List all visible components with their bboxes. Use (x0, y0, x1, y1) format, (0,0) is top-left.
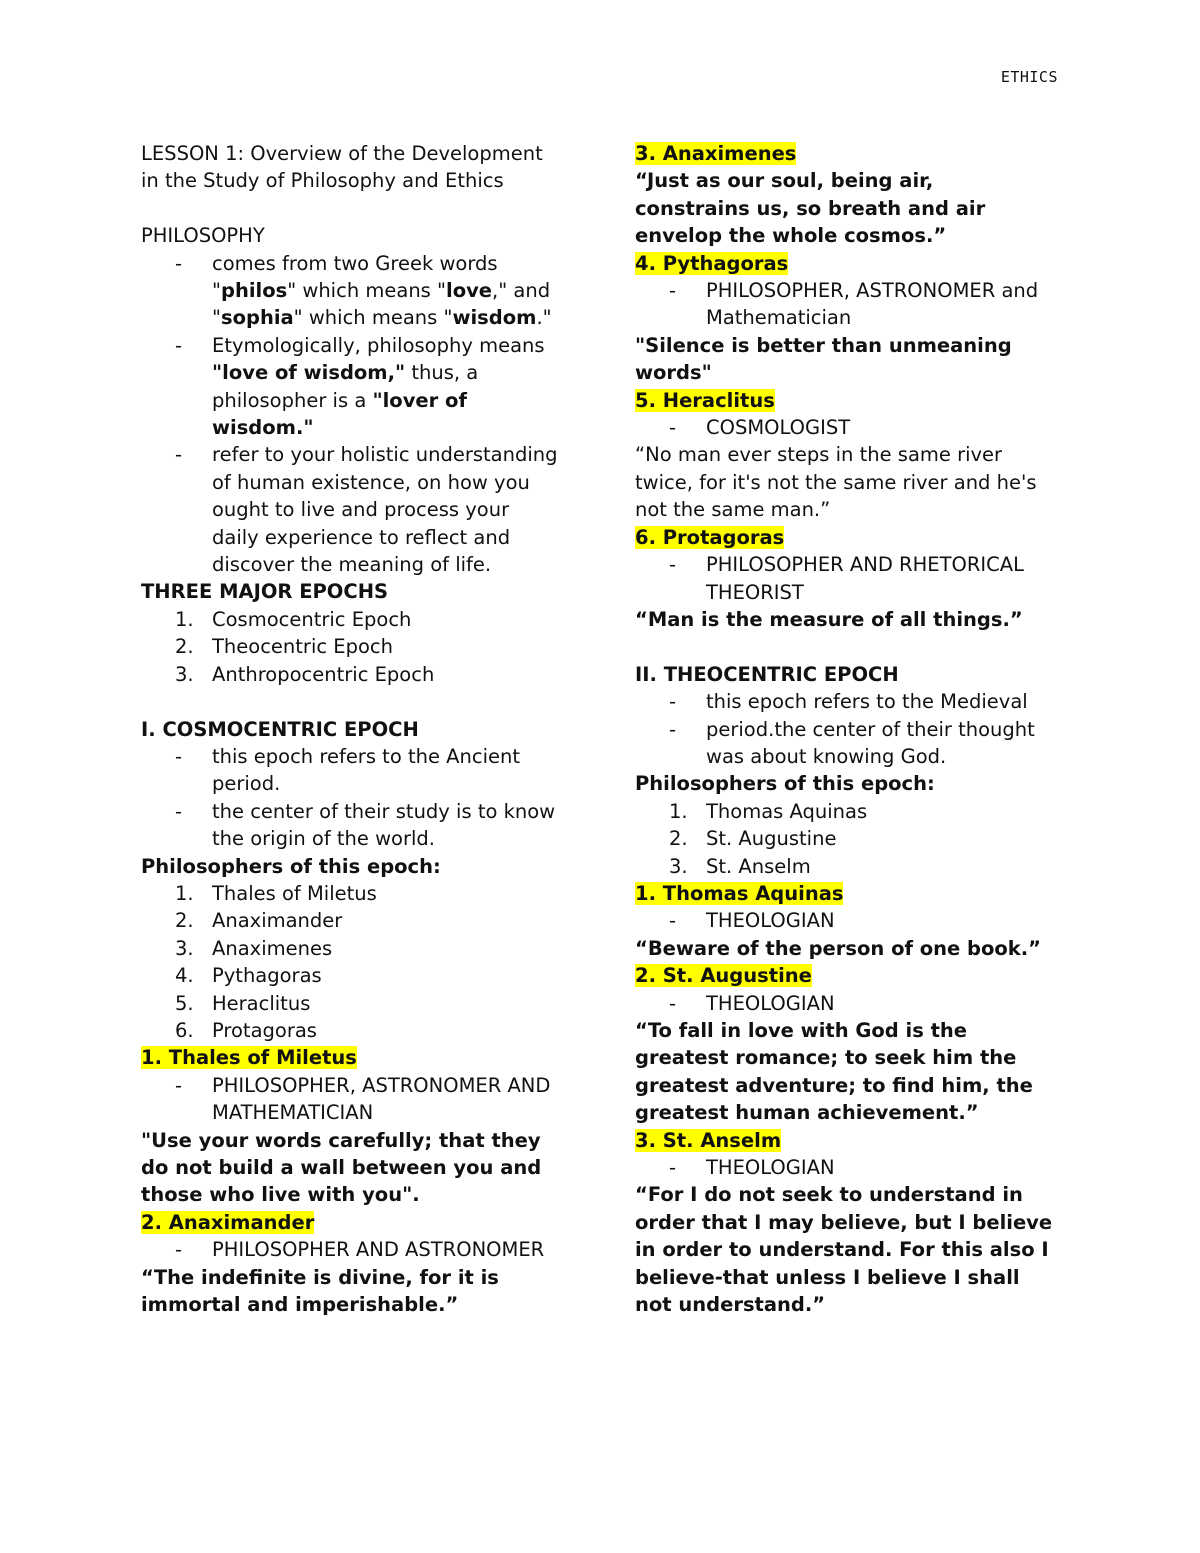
text-run: this epoch refers to the Medieval (706, 690, 1028, 714)
dash-item-line (706, 277, 1075, 304)
dash-item-line (706, 1154, 1075, 1181)
dash-item-text (212, 332, 581, 442)
dash-bullet: - (669, 1156, 677, 1180)
text-line: greatest romance; to seek him the (635, 1046, 1017, 1070)
text-run: ." (536, 306, 552, 330)
dash-item-line (212, 277, 581, 304)
dash-item-text (706, 277, 1075, 332)
dash-list-item (141, 332, 581, 442)
text-line: twice, for it's not the same river and he's (635, 470, 1037, 494)
dash-item-text (212, 1072, 581, 1127)
blank-line (141, 688, 581, 715)
numbered-item-line: Protagoras (212, 1018, 317, 1042)
dash-item-line (212, 1072, 581, 1099)
text-run: the origin of the world. (212, 827, 436, 851)
text-run: sophia (220, 306, 294, 330)
dash-item-line (212, 387, 581, 414)
dash-item-line (706, 716, 1075, 743)
text-run: PHILOSOPHER AND RHETORICAL (706, 553, 1024, 577)
right-column (635, 140, 1075, 1318)
dash-item-text (706, 716, 1075, 771)
highlighted-heading (635, 250, 1075, 277)
numbered-item-line: Thomas Aquinas (706, 799, 868, 823)
dash-bullet: - (175, 333, 183, 357)
text-line: “To fall in love with God is the (635, 1018, 968, 1042)
dash-bullet: - (175, 799, 183, 823)
dash-bullet: - (669, 690, 677, 714)
dash-bullet: - (669, 279, 677, 303)
list-number: 5. (175, 991, 194, 1015)
text-line: order that I may believe, but I believe (635, 1210, 1053, 1234)
dash-list-item (635, 716, 1075, 771)
dash-list-item (635, 990, 1075, 1017)
highlighted-heading (635, 387, 1075, 414)
numbered-list-item (141, 633, 581, 660)
text-line: I. COSMOCENTRIC EPOCH (141, 717, 419, 741)
text-line: in the Study of Philosophy and Ethics (141, 169, 504, 193)
text-line: those who live with you". (141, 1183, 420, 1207)
dash-list-item (635, 551, 1075, 606)
dash-list-item (141, 250, 581, 332)
text-run: Etymologically, philosophy means (212, 333, 545, 357)
text-run: " which means " (287, 279, 447, 303)
dash-item-line (706, 414, 1075, 441)
numbered-item-text (212, 935, 581, 962)
numbered-list-item (141, 990, 581, 1017)
dash-list-item (141, 441, 581, 578)
dash-item-text (706, 907, 1075, 934)
text-line: “The indefinite is divine, for it is (141, 1265, 499, 1289)
text-line: envelop the whole cosmos.” (635, 224, 947, 248)
text-run: philos (220, 279, 288, 303)
dash-item-line (212, 359, 581, 386)
numbered-item-line: St. Anselm (706, 854, 811, 878)
left-column (141, 140, 581, 1318)
numbered-list-item (141, 880, 581, 907)
text-run: thus, a (405, 361, 479, 385)
numbered-item-text (212, 1017, 581, 1044)
dash-item-text (706, 1154, 1075, 1181)
dash-item-text (212, 743, 581, 798)
highlight-text: 5. Heraclitus (635, 388, 775, 412)
text-run: PHILOSOPHER, ASTRONOMER and (706, 279, 1039, 303)
numbered-item-line: Heraclitus (212, 991, 311, 1015)
highlight-text: 2. Anaximander (141, 1210, 315, 1234)
highlighted-heading (635, 140, 1075, 167)
highlighted-heading (635, 524, 1075, 551)
text-line: THREE MAJOR EPOCHS (141, 580, 389, 604)
text-run: wisdom (452, 306, 537, 330)
dash-list-item (635, 688, 1075, 715)
dash-item-line (212, 250, 581, 277)
dash-item-line (212, 770, 581, 797)
text-line: II. THEOCENTRIC EPOCH (635, 662, 899, 686)
highlighted-heading (635, 962, 1075, 989)
text-line: constrains us, so breath and air (635, 196, 986, 220)
text-line: “For I do not seek to understand in (635, 1183, 1023, 1207)
list-number: 3. (175, 936, 194, 960)
list-number: 1. (175, 607, 194, 631)
text-run: of human existence, on how you (212, 470, 530, 494)
text-line: “No man ever steps in the same river (635, 443, 1003, 467)
dash-list-item (635, 907, 1075, 934)
text-run: was about knowing God. (706, 744, 947, 768)
text-run: " (212, 306, 221, 330)
numbered-list-item (141, 907, 581, 934)
text-run: MATHEMATICIAN (212, 1101, 374, 1125)
numbered-item-line: Pythagoras (212, 964, 322, 988)
list-number: 1. (175, 881, 194, 905)
dash-item-text (706, 414, 1075, 441)
numbered-item-text (706, 798, 1075, 825)
dash-item-line (212, 304, 581, 331)
dash-item-line (212, 441, 581, 468)
numbered-item-text (212, 633, 581, 660)
text-line: “Man is the measure of all things.” (635, 607, 1023, 631)
dash-item-text (706, 990, 1075, 1017)
highlight-text: 2. St. Augustine (635, 964, 812, 988)
numbered-list-item (635, 798, 1075, 825)
dash-item-line (706, 990, 1075, 1017)
list-number: 4. (175, 964, 194, 988)
dash-list-item (141, 1236, 581, 1263)
highlighted-heading (141, 1044, 581, 1071)
dash-bullet: - (669, 717, 677, 741)
text-run: THEOLOGIAN (706, 1156, 835, 1180)
highlighted-heading (141, 1209, 581, 1236)
text-line: greatest adventure; to find him, the (635, 1073, 1033, 1097)
dash-bullet: - (669, 991, 677, 1015)
dash-item-line (706, 304, 1075, 331)
text-run: discover the meaning of life. (212, 553, 492, 577)
numbered-item-text (212, 661, 581, 688)
text-run: PHILOSOPHER AND ASTRONOMER (212, 1238, 545, 1262)
dash-item-text (706, 551, 1075, 606)
dash-bullet: - (175, 443, 183, 467)
highlight-text: 1. Thomas Aquinas (635, 881, 844, 905)
dash-item-line (212, 1236, 581, 1263)
text-run: " (212, 279, 221, 303)
numbered-list-item (141, 661, 581, 688)
dash-item-line (212, 551, 581, 578)
text-line: "Use your words carefully; that they (141, 1128, 541, 1152)
numbered-item-text (212, 990, 581, 1017)
text-line: not understand.” (635, 1293, 826, 1317)
dash-item-line (706, 743, 1075, 770)
text-line: words" (635, 361, 712, 385)
highlighted-heading (635, 880, 1075, 907)
dash-item-line (212, 469, 581, 496)
text-line: “Just as our soul, being air, (635, 169, 934, 193)
dash-item-line (706, 688, 1075, 715)
text-line: LESSON 1: Overview of the Development (141, 142, 543, 165)
text-line: “Beware of the person of one book.” (635, 936, 1041, 960)
text-run: period. (212, 772, 281, 796)
dash-item-line (212, 332, 581, 359)
dash-list-item (635, 414, 1075, 441)
text-run: wisdom." (212, 416, 314, 440)
text-run: this epoch refers to the Ancient (212, 744, 521, 768)
text-line: in order to understand. For this also I (635, 1238, 1049, 1262)
dash-item-text (212, 1236, 581, 1263)
numbered-item-line: St. Augustine (706, 827, 837, 851)
dash-item-line (212, 743, 581, 770)
text-run: Mathematician (706, 306, 852, 330)
dash-bullet: - (669, 909, 677, 933)
numbered-item-line: Anaximenes (212, 936, 333, 960)
list-number: 2. (175, 909, 194, 933)
numbered-item-line: Theocentric Epoch (212, 635, 393, 659)
numbered-item-text (212, 880, 581, 907)
dash-bullet: - (669, 553, 677, 577)
dash-item-line (706, 551, 1075, 578)
dash-list-item (141, 743, 581, 798)
numbered-item-line: Cosmocentric Epoch (212, 607, 412, 631)
text-run: THEOLOGIAN (706, 991, 835, 1015)
numbered-list-item (635, 853, 1075, 880)
numbered-item-text (212, 606, 581, 633)
text-run: comes from two Greek words (212, 251, 498, 275)
dash-list-item (635, 1154, 1075, 1181)
dash-bullet: - (175, 1238, 183, 1262)
numbered-item-text (706, 853, 1075, 880)
list-number: 2. (175, 635, 194, 659)
dash-item-text (212, 441, 581, 578)
highlighted-heading (635, 1127, 1075, 1154)
text-line: believe-that unless I believe I shall (635, 1265, 1020, 1289)
list-number: 3. (175, 662, 194, 686)
highlight-text: 3. St. Anselm (635, 1128, 782, 1152)
text-run: ," and (492, 279, 551, 303)
numbered-item-text (212, 907, 581, 934)
text-run: daily experience to reflect and (212, 525, 511, 549)
numbered-list-item (141, 1017, 581, 1044)
dash-item-text (212, 250, 581, 332)
dash-bullet: - (175, 1073, 183, 1097)
numbered-item-line: Anaximander (212, 909, 343, 933)
highlight-text: 4. Pythagoras (635, 251, 789, 275)
numbered-item-text (212, 962, 581, 989)
dash-item-text (706, 688, 1075, 715)
list-number: 6. (175, 1018, 194, 1042)
numbered-item-text (706, 825, 1075, 852)
text-line: not the same man.” (635, 498, 831, 522)
blank-line (141, 195, 581, 222)
dash-list-item (141, 798, 581, 853)
text-run: the center of their study is to know (212, 799, 556, 823)
numbered-list-item (141, 962, 581, 989)
text-run: THEOLOGIAN (706, 909, 835, 933)
highlight-text: 3. Anaximenes (635, 142, 797, 165)
highlight-text: 1. Thales of Miletus (141, 1046, 357, 1070)
text-line: do not build a wall between you and (141, 1156, 542, 1179)
dash-item-line (212, 414, 581, 441)
text-run: ought to live and process your (212, 498, 510, 522)
text-run: " which means " (293, 306, 453, 330)
text-run: refer to your holistic understanding (212, 443, 558, 467)
numbered-list-item (141, 606, 581, 633)
text-run: "love of wisdom," (212, 361, 406, 385)
numbered-item-line: Thales of Miletus (212, 881, 377, 905)
dash-item-line (212, 496, 581, 523)
text-line: "Silence is better than unmeaning (635, 333, 1012, 357)
dash-item-line (212, 1099, 581, 1126)
text-line: immortal and imperishable.” (141, 1293, 459, 1317)
dash-list-item (635, 277, 1075, 332)
text-run: period.the center of their thought (706, 717, 1035, 741)
text-run: THEORIST (706, 580, 804, 604)
text-run: philosopher is a (212, 388, 373, 412)
dash-item-line (706, 907, 1075, 934)
dash-bullet: - (175, 251, 183, 275)
dash-list-item (141, 1072, 581, 1127)
text-line: Philosophers of this epoch: (141, 854, 441, 878)
highlight-text: 6. Protagoras (635, 525, 785, 549)
dash-item-line (212, 524, 581, 551)
page-header: ETHICS (1000, 68, 1058, 86)
dash-item-line (212, 798, 581, 825)
dash-item-text (212, 798, 581, 853)
dash-bullet: - (669, 416, 677, 440)
dash-item-line (212, 825, 581, 852)
dash-item-line (706, 579, 1075, 606)
text-line: Philosophers of this epoch: (635, 772, 935, 796)
numbered-item-line: Anthropocentric Epoch (212, 662, 435, 686)
list-number: 1. (669, 799, 688, 823)
text-run: love (446, 279, 493, 303)
blank-line (635, 633, 1075, 660)
text-line: PHILOSOPHY (141, 224, 265, 248)
list-number: 2. (669, 827, 688, 851)
numbered-list-item (141, 935, 581, 962)
list-number: 3. (669, 854, 688, 878)
text-line: greatest human achievement.” (635, 1101, 979, 1125)
text-run: PHILOSOPHER, ASTRONOMER AND (212, 1073, 551, 1097)
numbered-list-item (635, 825, 1075, 852)
text-run: COSMOLOGIST (706, 416, 851, 440)
dash-bullet: - (175, 744, 183, 768)
text-run: "lover of (372, 388, 467, 412)
